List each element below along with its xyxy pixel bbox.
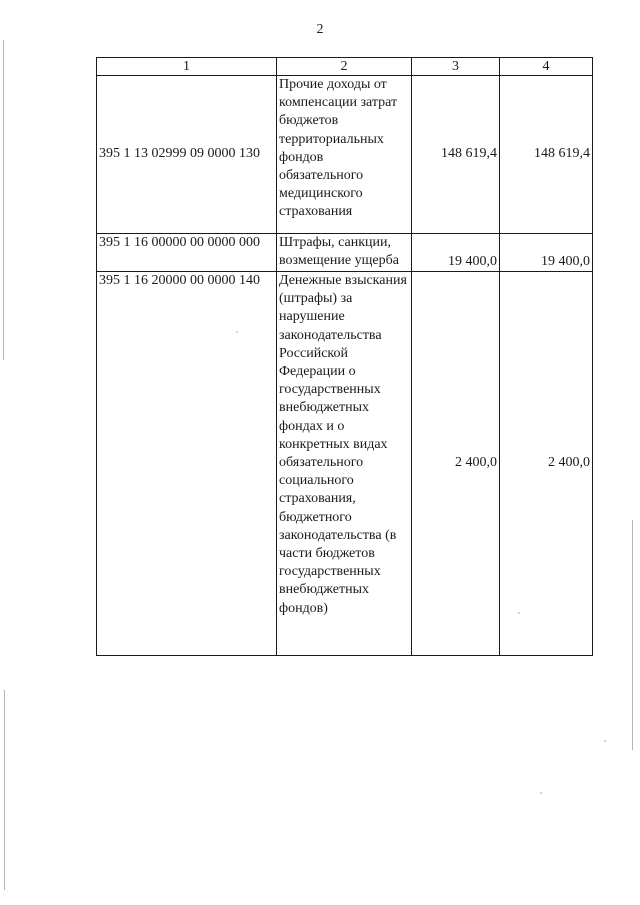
column-header-3: 3	[412, 58, 500, 76]
page-number: 2	[316, 22, 324, 37]
scan-speck	[604, 740, 606, 742]
revenue-name-cell: Денежные взыскания (штрафы) за нарушение законодательства Российской Федерации о государственных внебюджетных фондах и о конкретных видах обязательного социального страхования, бюджетного законодательства (в части бюджетов государственных внебюджетных фондов)	[277, 272, 412, 656]
amount-col4-cell: 148 619,4	[500, 76, 593, 234]
scan-edge-line	[3, 40, 4, 360]
budget-code-cell: 395 1 13 02999 09 0000 130	[97, 76, 277, 234]
column-header-4: 4	[500, 58, 593, 76]
scan-speck	[518, 612, 520, 614]
amount-col3-cell: 148 619,4	[412, 76, 500, 234]
scan-edge-line	[4, 690, 5, 890]
budget-code-cell: 395 1 16 00000 00 0000 000	[97, 234, 277, 272]
scan-speck	[236, 331, 238, 333]
budget-code-cell: 395 1 16 20000 00 0000 140	[97, 272, 277, 656]
column-header-1: 1	[97, 58, 277, 76]
column-header-2: 2	[277, 58, 412, 76]
amount-col3-cell: 19 400,0	[412, 234, 500, 272]
revenue-name-cell: Штрафы, санкции, возмещение ущерба	[277, 234, 412, 272]
table-row	[97, 76, 593, 234]
table-header-row	[97, 58, 593, 76]
amount-col4-cell: 2 400,0	[500, 272, 593, 656]
scan-speck	[540, 792, 542, 794]
scan-edge-line	[632, 520, 633, 750]
amount-col3-cell: 2 400,0	[412, 272, 500, 656]
revenue-table	[96, 57, 593, 656]
amount-col4-cell: 19 400,0	[500, 234, 593, 272]
table-row	[97, 272, 593, 656]
table-row	[97, 234, 593, 272]
revenue-name-cell: Прочие доходы от компенсации затрат бюджетов территориальных фондов обязательного медицинского страхования	[277, 76, 412, 234]
